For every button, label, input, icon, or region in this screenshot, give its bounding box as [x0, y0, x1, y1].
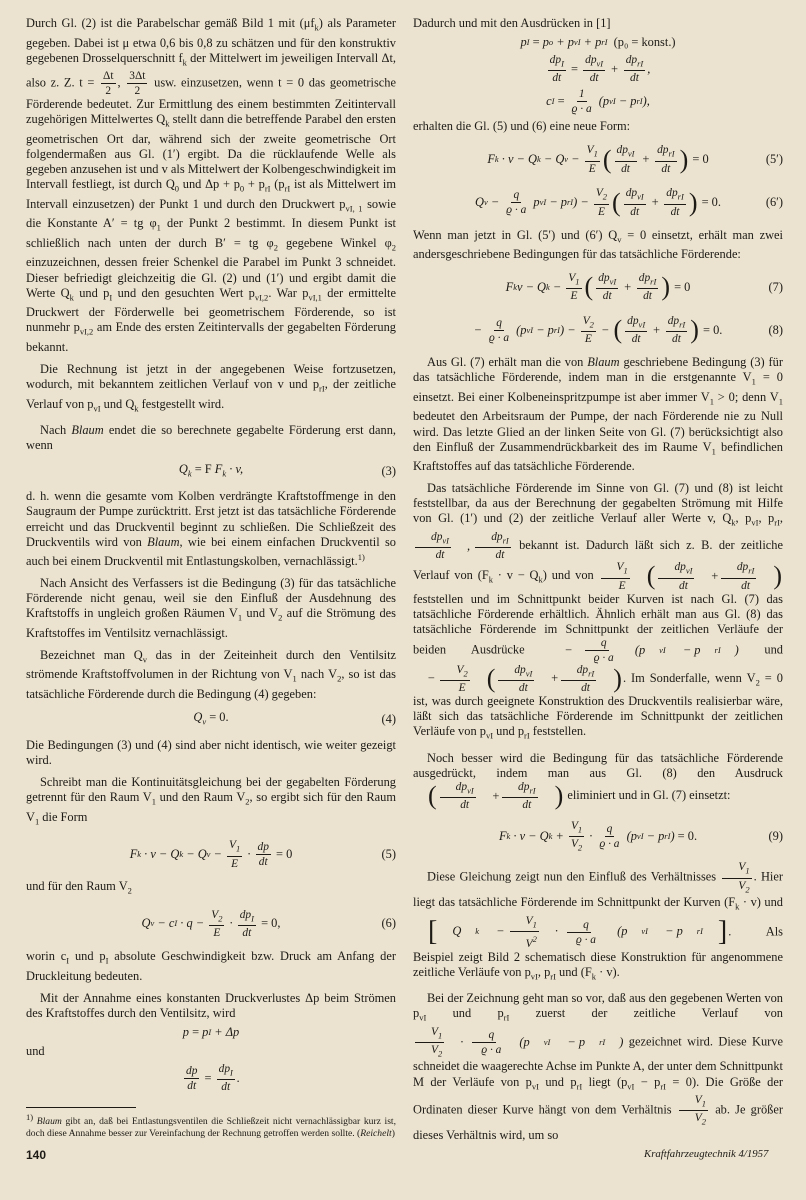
paragraph-3: Nach Blaum endet die so berechnete gegabelte Förderung erst dann, wenn	[26, 423, 396, 453]
paragraph-r7: Diese Gleichung zeigt nun den Einfluß des Verhältnisses $\frac{V_1}{V_2}$ . Hier liegt das tatsächliche Förderende im Schnittpunkt der Kurven $(F_k \cdot v)$ und [ Q k − $\frac{V_1}{V^2}$ · $\frac{q}{ϱ \cdot a}$ (p vI − p rI ] . Als Beispiel zeigt Bild 2 schematisch diese Konstruktion für angenommene zeitliche Verläufe von $p_{vI}$, $p_{rI}$ und $(F_k \cdot v)$.	[413, 861, 784, 982]
paragraph-r3: Wenn man jetzt in Gl. (5′) und (6′) $Q_v = 0$ einsetzt, erhält man zwei andersgeschriebene Bedingungen für das tatsächliche Förderende:	[413, 227, 784, 262]
paragraph-8: Schreibt man die Kontinuitätsgleichung bei der gegabelten Förderung getrennt für den Raum $V_1$ und den Raum $V_2$, so ergibt sich für den Raum $V_1$ die Form	[26, 775, 396, 827]
equation-6: Q v − c I · q − $\frac{V_2}{E}$ · $\frac{dp_I}{dt}$ = 0, (6)	[141, 908, 396, 940]
footnote-rule	[26, 1107, 136, 1108]
equation-6-prime: Q v − $\frac{q}{ϱ \cdot a}$ p vI − p rI ) − $\frac{V_2}{E}$ ( $\frac{dp_{vI}}{dt}$ + $\frac{dp_{rI}}{dt}$ ) = 0. (6′)	[475, 187, 783, 218]
footnote-marker: 1)	[357, 551, 365, 562]
equation-dp: $\frac{dp}{dt}$ = $\frac{dp_I}{dt}$ .	[186, 1062, 240, 1094]
paragraph-11: Mit der Annahme eines konstanten Druckverlustes Δp beim Strömen des Kraftstoffes durch den Ventilsitz, wird	[26, 990, 396, 1020]
paragraph-4: d. h. wenn die gesamte vom Kolben verdrängte Kraftstoffmenge in den Saugraum der Pumpe zurücktritt. Erst jetzt ist das tatsächliche Förderende erreicht und das Druckventil beginnt zu schließen. Die Schließzeit des Druckventils wird von Blaum, wie bei einem einfachen Druckventil so auch bei einem Druckventil mit Entlastungskolben, vernachlässigt.$^{1)}$	[26, 489, 396, 568]
equation-number: (7)	[768, 279, 783, 294]
equation-number: (4)	[381, 712, 396, 727]
paragraph-r6: Noch besser wird die Bedingung für das tatsächliche Förderende ausgedrückt, indem man aus Gl. (8) den Ausdruck ( $\frac{dp_{vI}}{dt}$ + $\frac{dp_{rI}}{dt}$ ) eliminiert und in Gl. (7) einsetzt:	[413, 750, 783, 812]
equation-dpI: $\frac{dp_I}{dt}$ = $\frac{dp_{vI}}{dt}$ + $\frac{dp_{rI}}{dt}$ ,	[549, 54, 651, 85]
paragraph-7: Die Bedingungen (3) und (4) sind aber nicht identisch, wie weiter gezeigt wird.	[26, 737, 396, 768]
paragraph-r1: Dadurch und mit den Ausdrücken in [1]	[413, 16, 611, 30]
word-und: und	[26, 1043, 45, 1058]
paragraph-10: worin $c_I$ und $p_I$ absolute Geschwindigkeit bzw. Druck am Anfang der Druckleitung bedeuten.	[26, 948, 396, 983]
paragraph-6: Bezeichnet man $Q_v$ das in der Zeiteinheit durch den Ventilsitz strömende Kraftstoffvolumen in der Richtung von $V_1$ nach $V_2$, so ist das tatsächliche Förderende durch die Bedingung (4) gegeben:	[26, 647, 397, 701]
paragraph-r5: Das tatsächliche Förderende im Sinne von Gl. (7) und (8) ist leicht feststellbar, da aus der Berechnung der gegabelten Strömung mit Hilfe von Gl. (1′) und (2) der zeitliche Verlauf aller Werte v, $Q_k$, $p_{vI}$, $p_{rI}$, $\frac{dp_{vI}}{dt}$ , $\frac{dp_{rI}}{dt}$ bekannt ist. Dadurch läßt sich z. B. der zeitliche Verlauf von $(F_k \cdot v - Q_k)$ und von $\frac{V_1}{E}$ ( $\frac{dp_{vI}}{dt}$ + $\frac{dp_{rI}}{dt}$ ) feststellen und im Schnittpunkt beider Kurven ist nach Gl. (7) das tatsächliche Förderende erhältlich. Ähnlich erhält man aus Gl. (8) das tatsächliche Förderende im Schnittpunkt der zeitlichen Verläufe der beiden Ausdrücke − $\frac{q}{ϱ \cdot a}$ (p vI − p rI ) und − $\frac{V_2}{E}$ ( $\frac{dp_{vI}}{dt}$ + $\frac{dp_{rI}}{dt}$ ) . Im Sonderfalle, wenn $V_2 = 0$ ist, was durch geeignete Konstruktion des Druckventils realisierbar wäre, läßt sich das tatsächliche Förderende im Schnittpunkt der zeitlichen Verläufe von $p_{vI}$ und $p_{rI}$ feststellen.	[413, 481, 784, 741]
paragraph-5: Nach Ansicht des Verfassers ist die Bedingung (3) für das tatsächliche Förderende nicht genau, weil sie den Einfluß der Ausdehnung des Kraftstoffs in ungleich großen Räumen $V_1$ und $V_2$ auf die Strömung des Kraftstoffes im Ventilsitz vernachlässigt.	[26, 575, 397, 640]
paragraph-2: Die Rechnung ist jetzt in der angegebenen Weise fortzusetzen, wodurch, mit bekanntem zeitlichen Verlauf von v und $p_{rI}$, der zeitliche Verlauf von $p_{vI}$ und $Q_k$ festgestellt wird.	[26, 361, 396, 414]
page-number: 140	[26, 1148, 47, 1162]
equation-p: p = p I + Δp	[182, 1024, 240, 1039]
equation-pI: p I = p o + p vI + p rI (p₀ = konst.)	[520, 35, 676, 50]
equation-number: (6)	[381, 916, 396, 931]
equation-8: − $\frac{q}{ϱ \cdot a}$ (p vI − p rI ) − $\frac{V_2}{E}$ − ( $\frac{dp_{vI}}{dt}$ + $\frac{dp_{rI}}{dt}$ ) = 0. (8)	[473, 315, 783, 346]
left-column	[26, 16, 396, 1140]
equation-number: (5′)	[765, 152, 783, 167]
fraction: $\frac{\Delta t}{2}$	[103, 70, 114, 98]
paragraph-r2: erhalten die Gl. (5) und (6) eine neue Form:	[413, 119, 631, 134]
paragraph-r8: Bei der Zeichnung geht man so vor, daß aus den gegebenen Werten von $p_{vI}$ und $p_{rI}$ zuerst der zeitliche Verlauf von $\frac{V_1}{V_2}$ · $\frac{q}{ϱ \cdot a}$ (p vI − p rI ) gezeichnet wird. Diese Kurve schneidet die waagerechte Achse im Punkte A, der unter dem Schnittpunkt M der Verläufe von $p_{vI}$ und $p_{rI}$ liegt $(p_{vI} - p_{rI} = 0)$. Die Größe der Ordinaten dieser Kurve hängt von dem Verhältnis $\frac{V_1}{V_2}$ ab. Je größer dieses Verhältnis wird, um so	[413, 991, 783, 1142]
equation-number: (8)	[768, 322, 783, 337]
right-column	[413, 16, 783, 1143]
paragraph-9: und für den Raum $V_2$	[26, 879, 132, 896]
equation-number: (3)	[381, 463, 396, 478]
equation-cI: c I = $\frac{1}{ϱ \cdot a}$ (p vI − p rI ),	[546, 88, 650, 116]
journal-citation: Kraftfahrzeugtechnik 4/1957	[644, 1148, 769, 1160]
paragraph-1: Durch Gl. (2) ist die Parabelschar gemäß Bild 1 mit $(\mu f_k)$ als Parameter gegeben. Dabei ist μ etwa 0,6 bis 0,8 zu schätzen und für den konstruktiv gegebenen Drosselquerschnitt $f_k$ der Mittelwert im jeweiligen Intervall Δt, also z. Z. t = $\frac{\Delta t}{2}$ , $\frac{3\Delta t}{2}$ usw. einzusetzen, wenn t = 0 das geometrische Förderende bedeutet. Zur Ermittlung des einem bestimmten Zeitintervall zugehörigen Mittelwertes $Q_k$ stellt dann die betreffende Parabel den ersten geometrischen Ort dar, während sich der zweite geometrische Ort folgendermaßen aus Gl. (1′) ergibt. Da die rücklaufende Welle als gegeben anzusehen ist und v als Mittelwert der Kolbengeschwindigkeit im Intervall festliegt, ist durch $Q_0$ und $\Delta p + p_0 + p_{rI}$ ($p_{rI}$ ist als Mittelwert im Intervall einzusetzen) der Punkt 1 und durch den Druckwert $p_{vI, 1}$ sowie die Konstante A′ = tg $\varphi_1$ der Punkt 2 bestimmt. In diesem Punkt ist schließlich nach unten der durch B′ = tg $\varphi_2$ gegebene Winkel $\varphi_2$ einzuzeichnen, dessen freier Schenkel die Parabel im Punkt 3 schneidet. Dieser befriedigt gleichzeitig die Gl. (2) und (1′) und ergibt damit die Werte $Q_k$ und $p_I$ und den gesuchten Wert $p_{vI,2}$. War $p_{vI,1}$ der ermittelte Druckwert der Förderwelle bei geometrischem Förderende, so ist nunmehr $p_{vI,2}$ am Ende des ersten Zeitintervalls der gegabelten Förderung bekannt.	[26, 16, 397, 354]
equation-5: F k · v − Q k − Q v − $\frac{V_1}{E}$ · $\frac{dp}{dt}$ = 0 (5)	[129, 839, 396, 870]
footnote: $^{1)}$ Blaum gibt an, daß bei Entlastungsventilen die Schließzeit nicht vernachlässigbar kurz ist, doch diese Annahme besser zur Vereinfachung der Rechnung getroffen werden sollte. (Reichelt)	[26, 1112, 396, 1140]
paragraph-r4: Aus Gl. (7) erhält man die von Blaum geschriebene Bedingung (3) für das tatsächliche Förderende, indem man in die erstgenannte $V_1 = 0$ einsetzt. Bei einer Kolbeneinspritzpumpe ist aber immer $V_1 > 0$; denn $V_1$ bedeutet den Arbeitsraum der Pumpe, der nach Förderende nie zu Null wird. Das letzte Glied an der linken Seite von Gl. (7) berücksichtigt also den Einfluß der Zusammendrückbarkeit des im Raume $V_1$ befindlichen Kraftstoffes auf das tatsächliche Förderende.	[413, 355, 783, 474]
equation-5-prime: F k · v − Q k − Q v − $\frac{V_1}{E}$ ( $\frac{dp_{vI}}{dt}$ + $\frac{dp_{rI}}{dt}$ ) = 0 (5′)	[487, 144, 783, 175]
equation-number: (5)	[381, 846, 396, 861]
equation-number: (6′)	[765, 195, 783, 210]
equation-9: F k · v − Q k + $\frac{V_1}{V_2}$ · $\frac{q}{ϱ \cdot a}$ (p vI − p rI ) = 0. (9)	[498, 819, 783, 853]
equation-3: $Q_k = F$ $F_k \cdot v$, (3)	[178, 461, 396, 478]
equation-number: (9)	[768, 828, 783, 843]
fraction: $\frac{3\Delta t}{2}$	[129, 70, 146, 98]
equation-4: $Q_v = 0$. (4)	[193, 710, 396, 727]
equation-7: F k v − Q k − $\frac{V_1}{E}$ ( $\frac{dp_{vI}}{dt}$ + $\frac{dp_{rI}}{dt}$ ) = 0 (7)	[505, 272, 783, 303]
